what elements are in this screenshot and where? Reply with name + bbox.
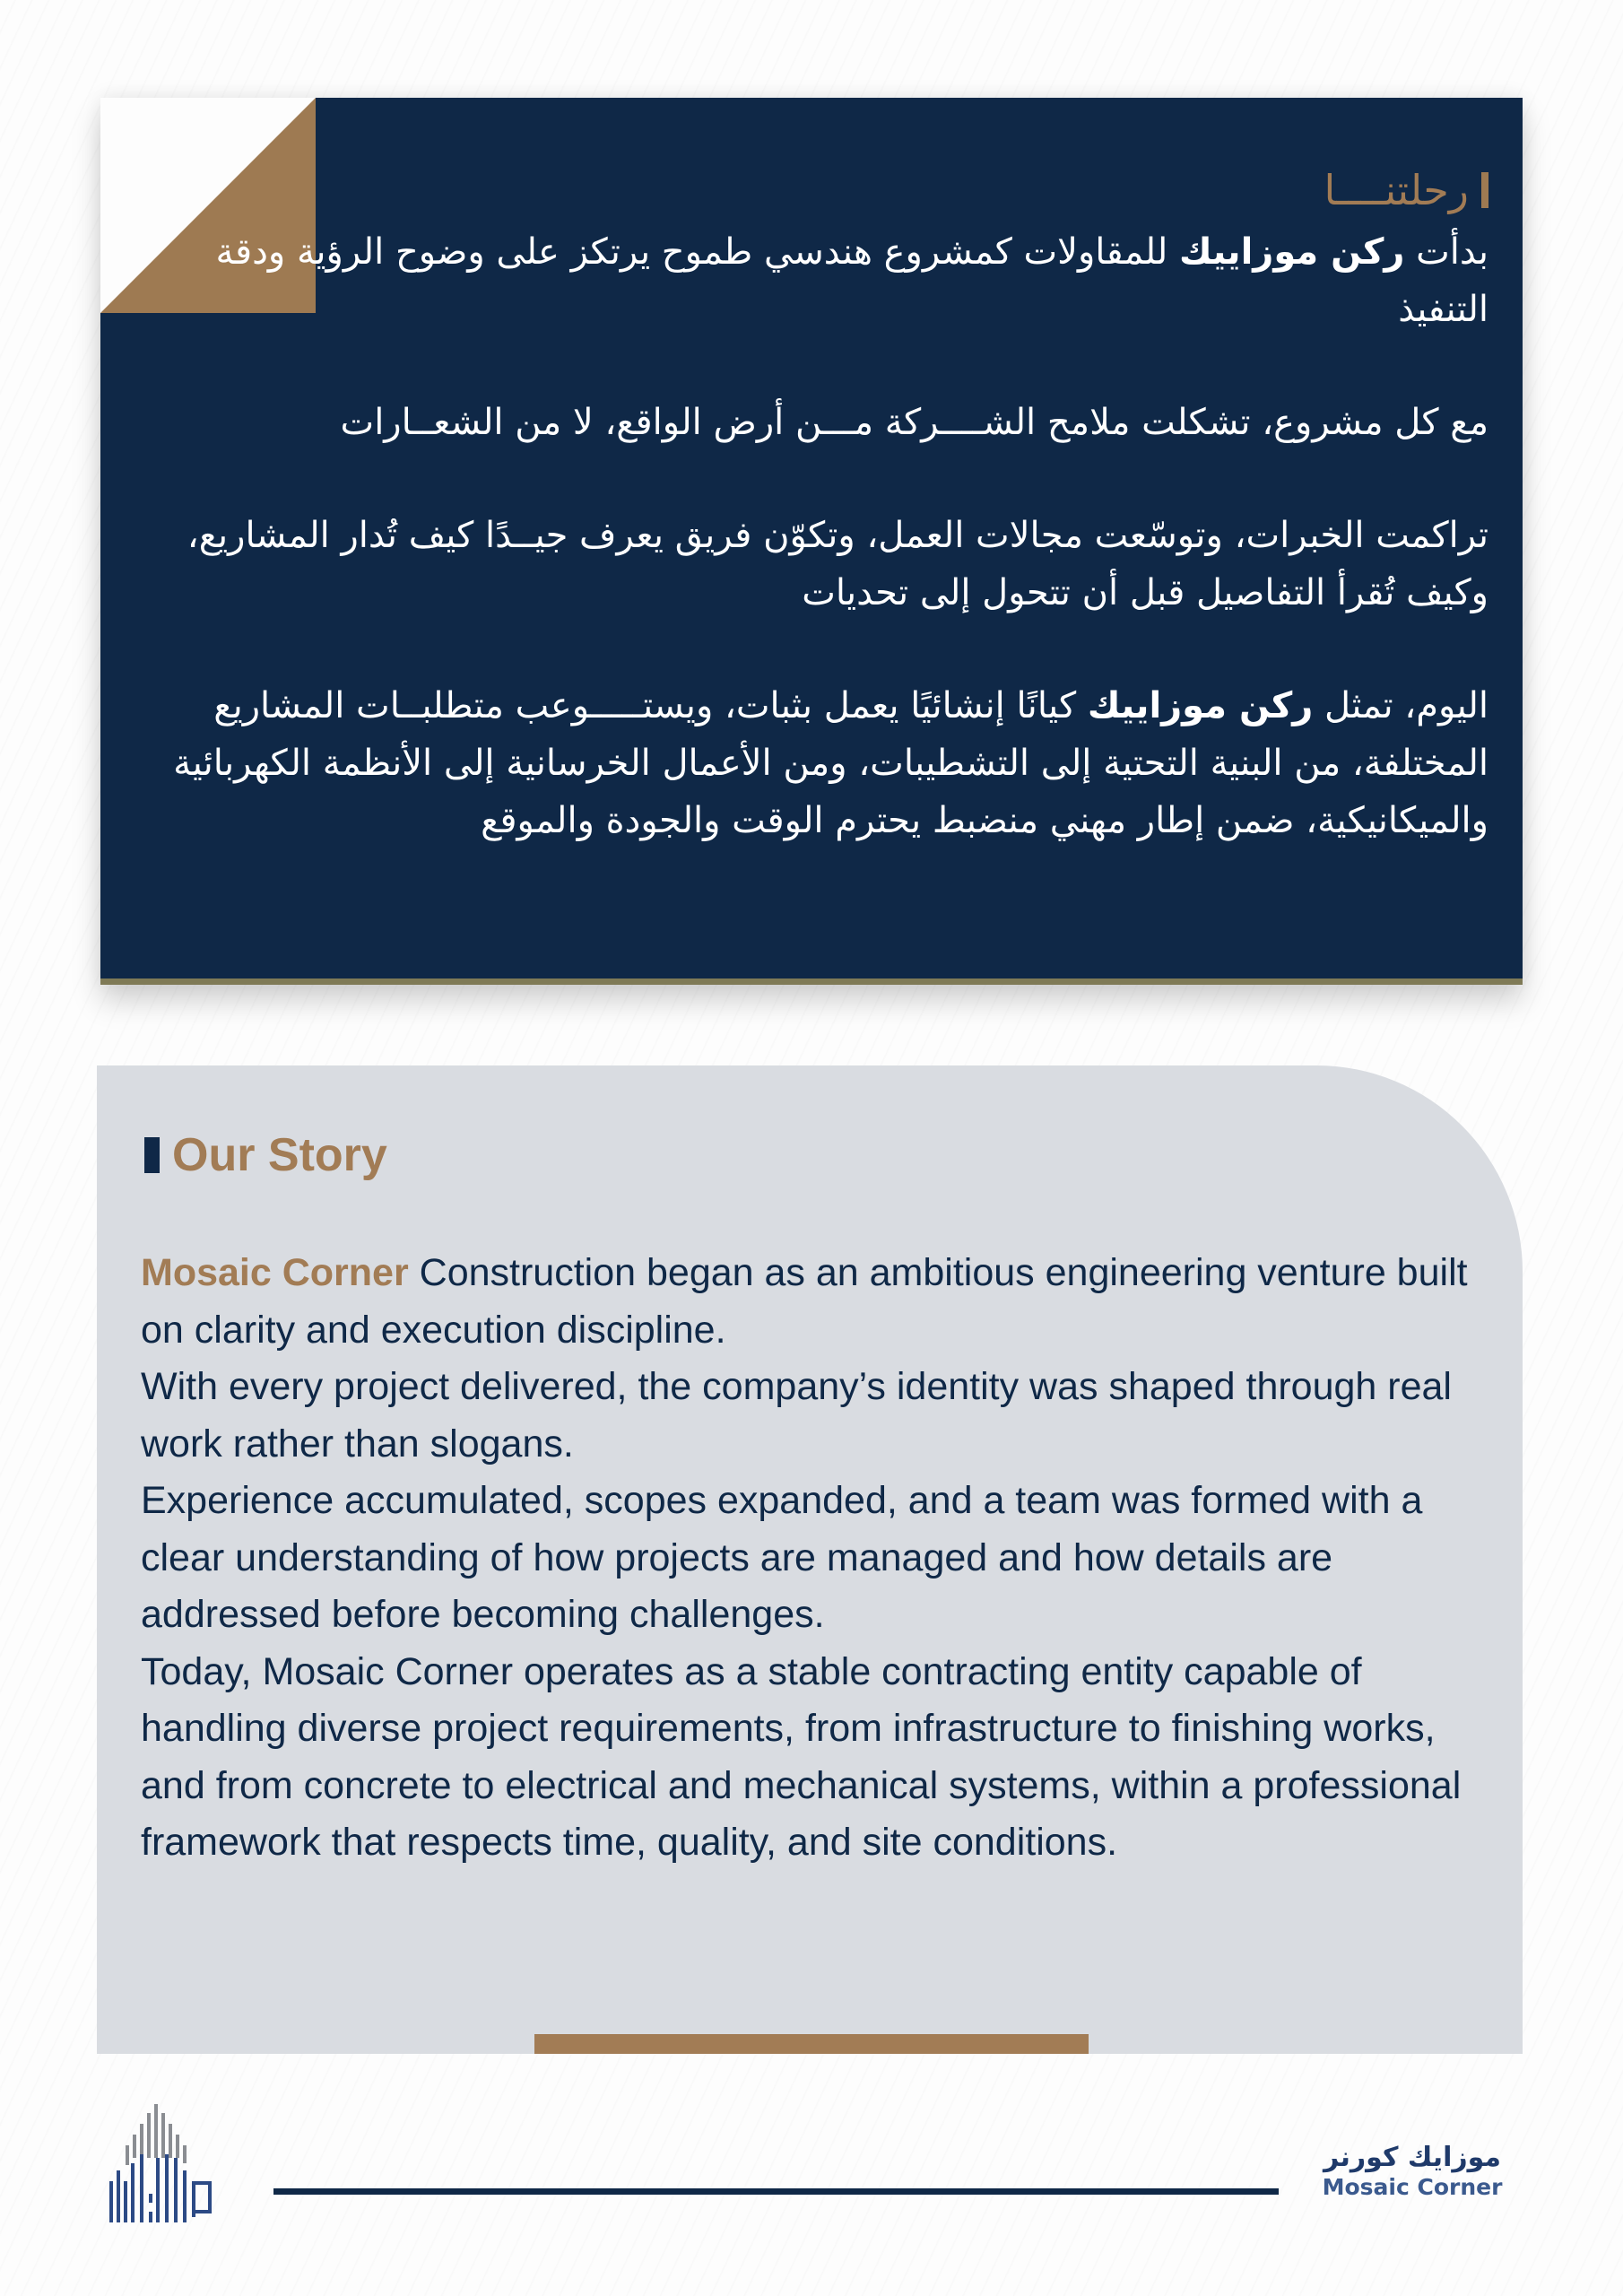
paragraph-text: كيانًا إنشائيًا يعمل بثبات، ويستـــــوعب متطلبــات المشاريع المختلفة، من البنية التحتية إلى التشطيبات، ومن الأعمال الخرسانية إلى الأنظمة الكهربائية والميكانيكية، ضمن إطار مهني منضبط يحترم الوقت والجودة والموقع (173, 685, 1488, 841)
heading-bar-icon (1481, 172, 1488, 208)
brand-name-ar: ركن موزاييك (1178, 231, 1405, 273)
arabic-paragraph-2 (143, 394, 1488, 451)
footer-brand (1318, 2142, 1506, 2201)
arabic-paragraph-1 (143, 223, 1488, 338)
brand-name-english: Mosaic Corner (1322, 2174, 1503, 2200)
paragraph-text: مع كل مشروع، تشكلت ملامح الشــــركة مـــن أرض الواقع، لا من الشعــارات (340, 402, 1488, 443)
paragraph-lead: بدأت (1404, 231, 1488, 273)
arabic-content (143, 161, 1488, 905)
mosaic-corner-logo-icon (106, 2104, 217, 2226)
english-title: Our Story (172, 1129, 387, 1181)
english-body (141, 1245, 1486, 1872)
english-paragraph-4: Today, Mosaic Corner operates as a stable contracting entity capable of handling diverse project requirements, from infrastructure to finishing works, and from concrete to electrical and mechanical systems, within a professional framework that respects time, quality, and site conditions. (141, 1649, 1462, 1864)
arabic-heading (143, 161, 1488, 220)
paragraph-text: Construction began as an ambitious engineering venture built on clarity and execution discipline. (141, 1251, 1468, 1352)
brand-name-en: Mosaic Corner (141, 1251, 409, 1294)
arabic-paragraph-3 (143, 507, 1488, 622)
english-paragraph-1 (141, 1245, 1486, 1359)
english-paragraph-2: With every project delivered, the company’s identity was shaped through real work rather than slogans. (141, 1365, 1452, 1465)
english-story-panel (97, 1065, 1523, 2054)
paragraph-text: للمقاولات كمشروع هندسي طموح يرتكز على وضوح الرؤية ودقة التنفيذ (215, 231, 1488, 330)
arabic-paragraph-4 (143, 677, 1488, 849)
arabic-title: رحلتنــــا (1324, 166, 1469, 214)
brand-name-ar: ركن موزاييك (1087, 685, 1314, 726)
paragraph-lead: اليوم، تمثل (1313, 685, 1488, 726)
paragraph-text: تراكمت الخبرات، وتوسّعت مجالات العمل، وتكوّن فريق يعرف جيــدًا كيف تُدار المشاريع، وكيف تُقرأ التفاصيل قبل أن تتحول إلى تحديات (187, 515, 1488, 613)
footer-divider (273, 2188, 1279, 2195)
heading-bar-icon (144, 1137, 160, 1173)
brand-name-arabic: موزايك كورنر (1323, 2142, 1502, 2173)
gold-accent-bar (534, 2034, 1089, 2054)
arabic-story-card (100, 98, 1523, 985)
english-paragraph-3: Experience accumulated, scopes expanded, and a team was formed with a clear understanding of how projects are managed and how details are addressed before becoming challenges. (141, 1479, 1423, 1636)
english-heading (144, 1128, 387, 1182)
